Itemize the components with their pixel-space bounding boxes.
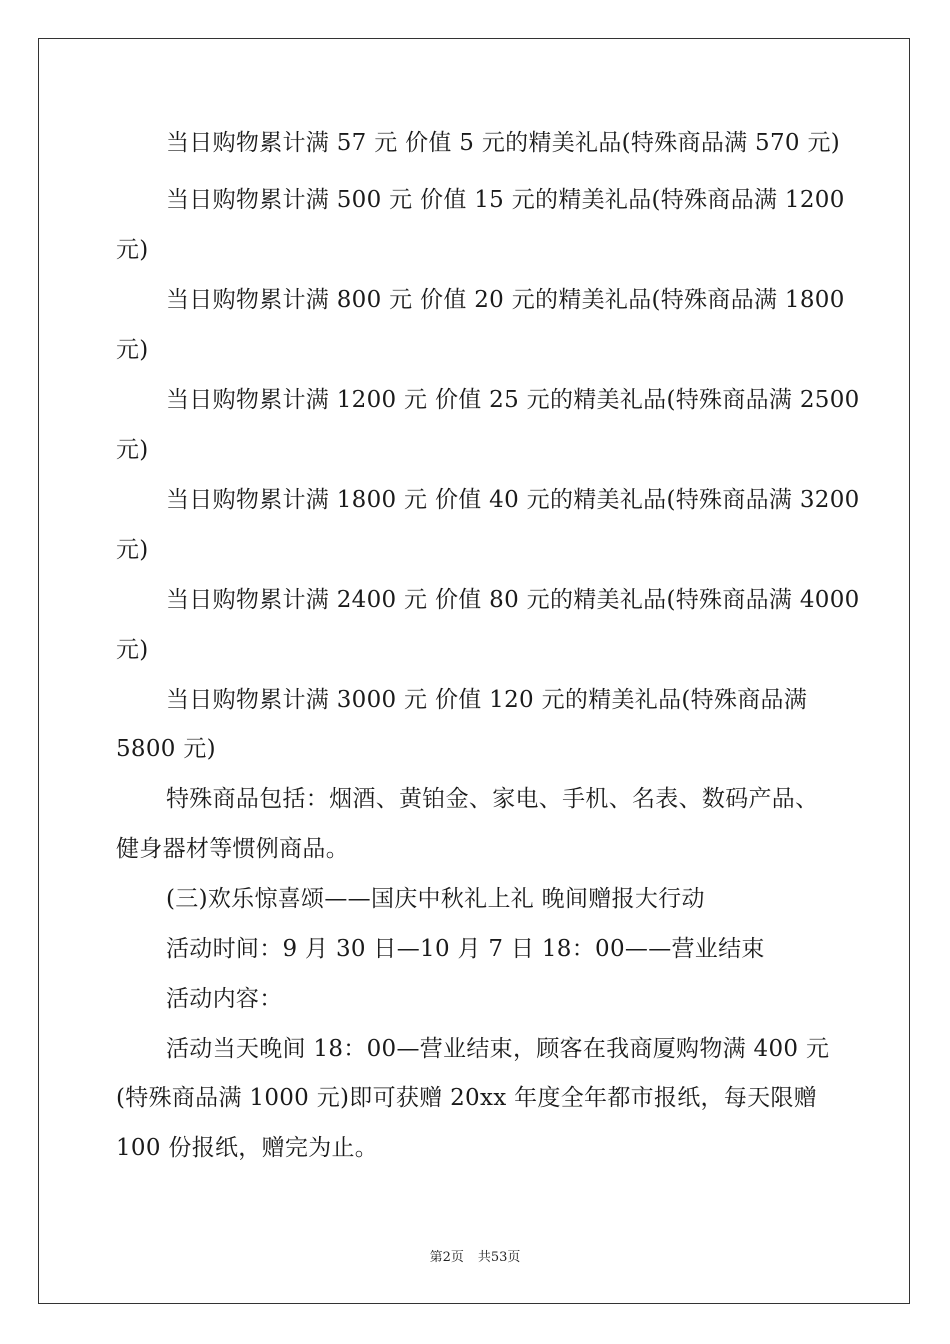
paragraph-line: 元) — [116, 237, 149, 263]
page-border — [38, 38, 910, 1304]
paragraph-line: 当日购物累计满 800 元 价值 20 元的精美礼品(特殊商品满 1800 — [166, 287, 845, 313]
paragraph-line: 100 份报纸，赠完为止。 — [116, 1135, 379, 1161]
paragraph-line: (特殊商品满 1000 元)即可获赠 20xx 年度全年都市报纸，每天限赠 — [116, 1085, 818, 1111]
paragraph-line: 元) — [116, 537, 149, 563]
paragraph-line: 活动当天晚间 18：00—营业结束，顾客在我商厦购物满 400 元 — [166, 1036, 830, 1062]
paragraph-line: 当日购物累计满 1200 元 价值 25 元的精美礼品(特殊商品满 2500 — [166, 387, 860, 413]
paragraph-line: 当日购物累计满 1800 元 价值 40 元的精美礼品(特殊商品满 3200 — [166, 487, 860, 513]
paragraph-line: 5800 元) — [116, 736, 216, 762]
paragraph-line: 活动时间：9 月 30 日—10 月 7 日 18：00——营业结束 — [166, 936, 765, 962]
paragraph-line: 元) — [116, 337, 149, 363]
page-footer — [0, 1246, 950, 1265]
paragraph-line: 当日购物累计满 57 元 价值 5 元的精美礼品(特殊商品满 570 元) — [166, 130, 841, 156]
page-total: 共53页 — [477, 1250, 521, 1265]
paragraph-line: 健身器材等惯例商品。 — [116, 836, 349, 862]
paragraph-line: 当日购物累计满 500 元 价值 15 元的精美礼品(特殊商品满 1200 — [166, 187, 845, 213]
paragraph-line: 活动内容： — [166, 986, 283, 1012]
paragraph-line: 元) — [116, 637, 149, 663]
paragraph-line: 元) — [116, 437, 149, 463]
page-number: 第2页 — [429, 1250, 464, 1265]
paragraph-line: 当日购物累计满 3000 元 价值 120 元的精美礼品(特殊商品满 — [166, 687, 808, 713]
paragraph-line: 特殊商品包括：烟酒、黄铂金、家电、手机、名表、数码产品、 — [166, 786, 819, 812]
section-heading: (三)欢乐惊喜颂——国庆中秋礼上礼 晚间赠报大行动 — [166, 886, 705, 912]
paragraph-line: 当日购物累计满 2400 元 价值 80 元的精美礼品(特殊商品满 4000 — [166, 587, 860, 613]
